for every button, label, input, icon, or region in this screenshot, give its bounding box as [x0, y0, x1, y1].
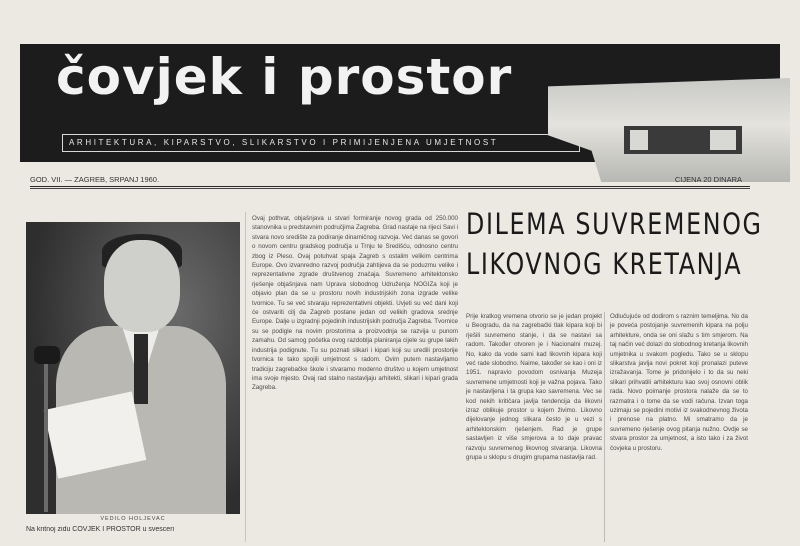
column-separator — [245, 212, 246, 542]
photo-microphone — [34, 346, 60, 364]
portrait-photo — [26, 222, 240, 514]
headline-line-1: DILEMA SUVREMENOG — [466, 207, 763, 241]
photo-caption: VEDILO HOLJEVAC — [100, 516, 166, 522]
masthead-building-photo — [548, 78, 790, 182]
article-headline — [466, 204, 763, 284]
issue-info: GOD. VII. — ZAGREB, SRPANJ 1960. — [30, 175, 160, 184]
article-column-3: Odlučujuće od dodirom s raznim temeljima. No da je poveća postojanje suvremenih kipara na polju arhitekture, onda se oni slažu s tim smjerom. Na taj način već dolazi do slobodnog kretanja likovnih umjetnika u svakom pogledu. Tako se u sklopu slikarstva javlja novi pokret koji pronalazi puteve izražavanja. Tome je pridonijelo i to da su neki slikari prihvatili arhitekturu kao svoj osnovni oblik rada. Novo poimanje prostora nalaže da se to razmatra i o tome da se vodi računa. Izvan toga uzimaju se pojedini motivi iz svakodnevnog života i prenose na platno. Mi smatramo da je suvremeno rješenje ovog pitanja nužno. Ovdje se stvara prostor za umjetnost, a isto tako i za život čovjeka u prostoru. — [610, 313, 748, 452]
article-column-1: Ovaj pothvat, objašnjava u stvari formiranje novog grada od 250.000 stanovnika u predstavnim područjima Zagreba. Grad nastaje na rijeci Savi i stvara novo središte za podiranje dinamičnog razvoja. Već danas se govori o novom centru gradskog područja u Trnju te Središću, odnosno centru zbog iz Pleso. Ovaj potuhvat spaja Zagreb s ostalim velikim centrima Europe. Ovo izvanredno razvoj područja zahtijeva da se poduzmu velike i reprezentativne zgrade društvenog značaja. Suvremeno arhitektonsko rješenje objašnjava nam Uprava slobodnog Udruženja NOGIZa koji je objavio plan da se u prostoru novih industrijskih zona izgrade velike tvornice. Tu se već stvaraju reprezentativni objekti. Uvjeti su već dani koji će ostvariti cilj da Zagreb postane jedan od velikih gradova srednje Europe. Dalje u izgradnji pojedinih industrijskih područja Zagreba. Tvornice su se podigle na novim prostorima a proizvodnja se razvija u punom zamahu. Od samog početka ovog razdoblja planiranja cijele su grupe lakih industrija podignute. Tu su poznati slikari i kipari koji su uredili prostorije tvornica te tako spojili umjetnost s radom. Ovim putem nastavljamo tradiciju zagrebačke škole i stvaramo moderno društvo u kojem umjetnost ima svoje mjesto. Ovaj rad stalno nastavljaju arhitekti, slikari i kipari grada Zagreba. — [252, 215, 458, 392]
article-column-2: Prije kratkog vremena otvorio se je jedan projekt u Beogradu, da na zagrebački tlak kipara koji bi rješili suvremeno stanje, i da se nastavi sa radom. Također otvoren je i Nacionalni muzej. No, kako da vode sami kad likovnih kipara koji već rade slobodno. Naime, također se kao i oni iz 1951. napravio povodom osnivanja Muzeja suvremene umjetnosti koji je važna pojava. Tako je nastavljena i ta grupa kao savremena. Vec se kod nekih kritičara javlja tendencija da likovni izraz oblikuje prostor u kojem živimo. Likovno dijelovanje jednog slikara često je u vezi s arhitektonskim rješenjem. Rad je grupe sastavljen iz više smjerova a to daje pravac razvoju suvremenog likovnog stvaranja. Likovna grupa u sklopu s drugim grupama nastavlja rad. — [466, 313, 602, 462]
photo-tie — [134, 334, 148, 404]
headline-line-2: LIKOVNOG KRETANJA — [466, 247, 743, 281]
masthead — [20, 44, 780, 162]
photo-mic-stand — [44, 362, 48, 512]
photo-head — [104, 240, 180, 332]
issue-price: CIJENA 20 DINARA — [674, 175, 742, 184]
column-separator — [604, 312, 605, 542]
building-image — [624, 126, 742, 154]
masthead-title: čovjek i prostor — [56, 48, 513, 106]
intro-text: Na kritnoj zidu ČOVJEK I PROSTOR u svesceri — [26, 526, 175, 533]
issue-line — [30, 172, 750, 187]
masthead-subtitle: ARHITEKTURA, KIPARSTVO, SLIKARSTVO I PRIMIJENJENA UMJETNOST — [62, 134, 580, 152]
divider-rule — [30, 188, 750, 189]
